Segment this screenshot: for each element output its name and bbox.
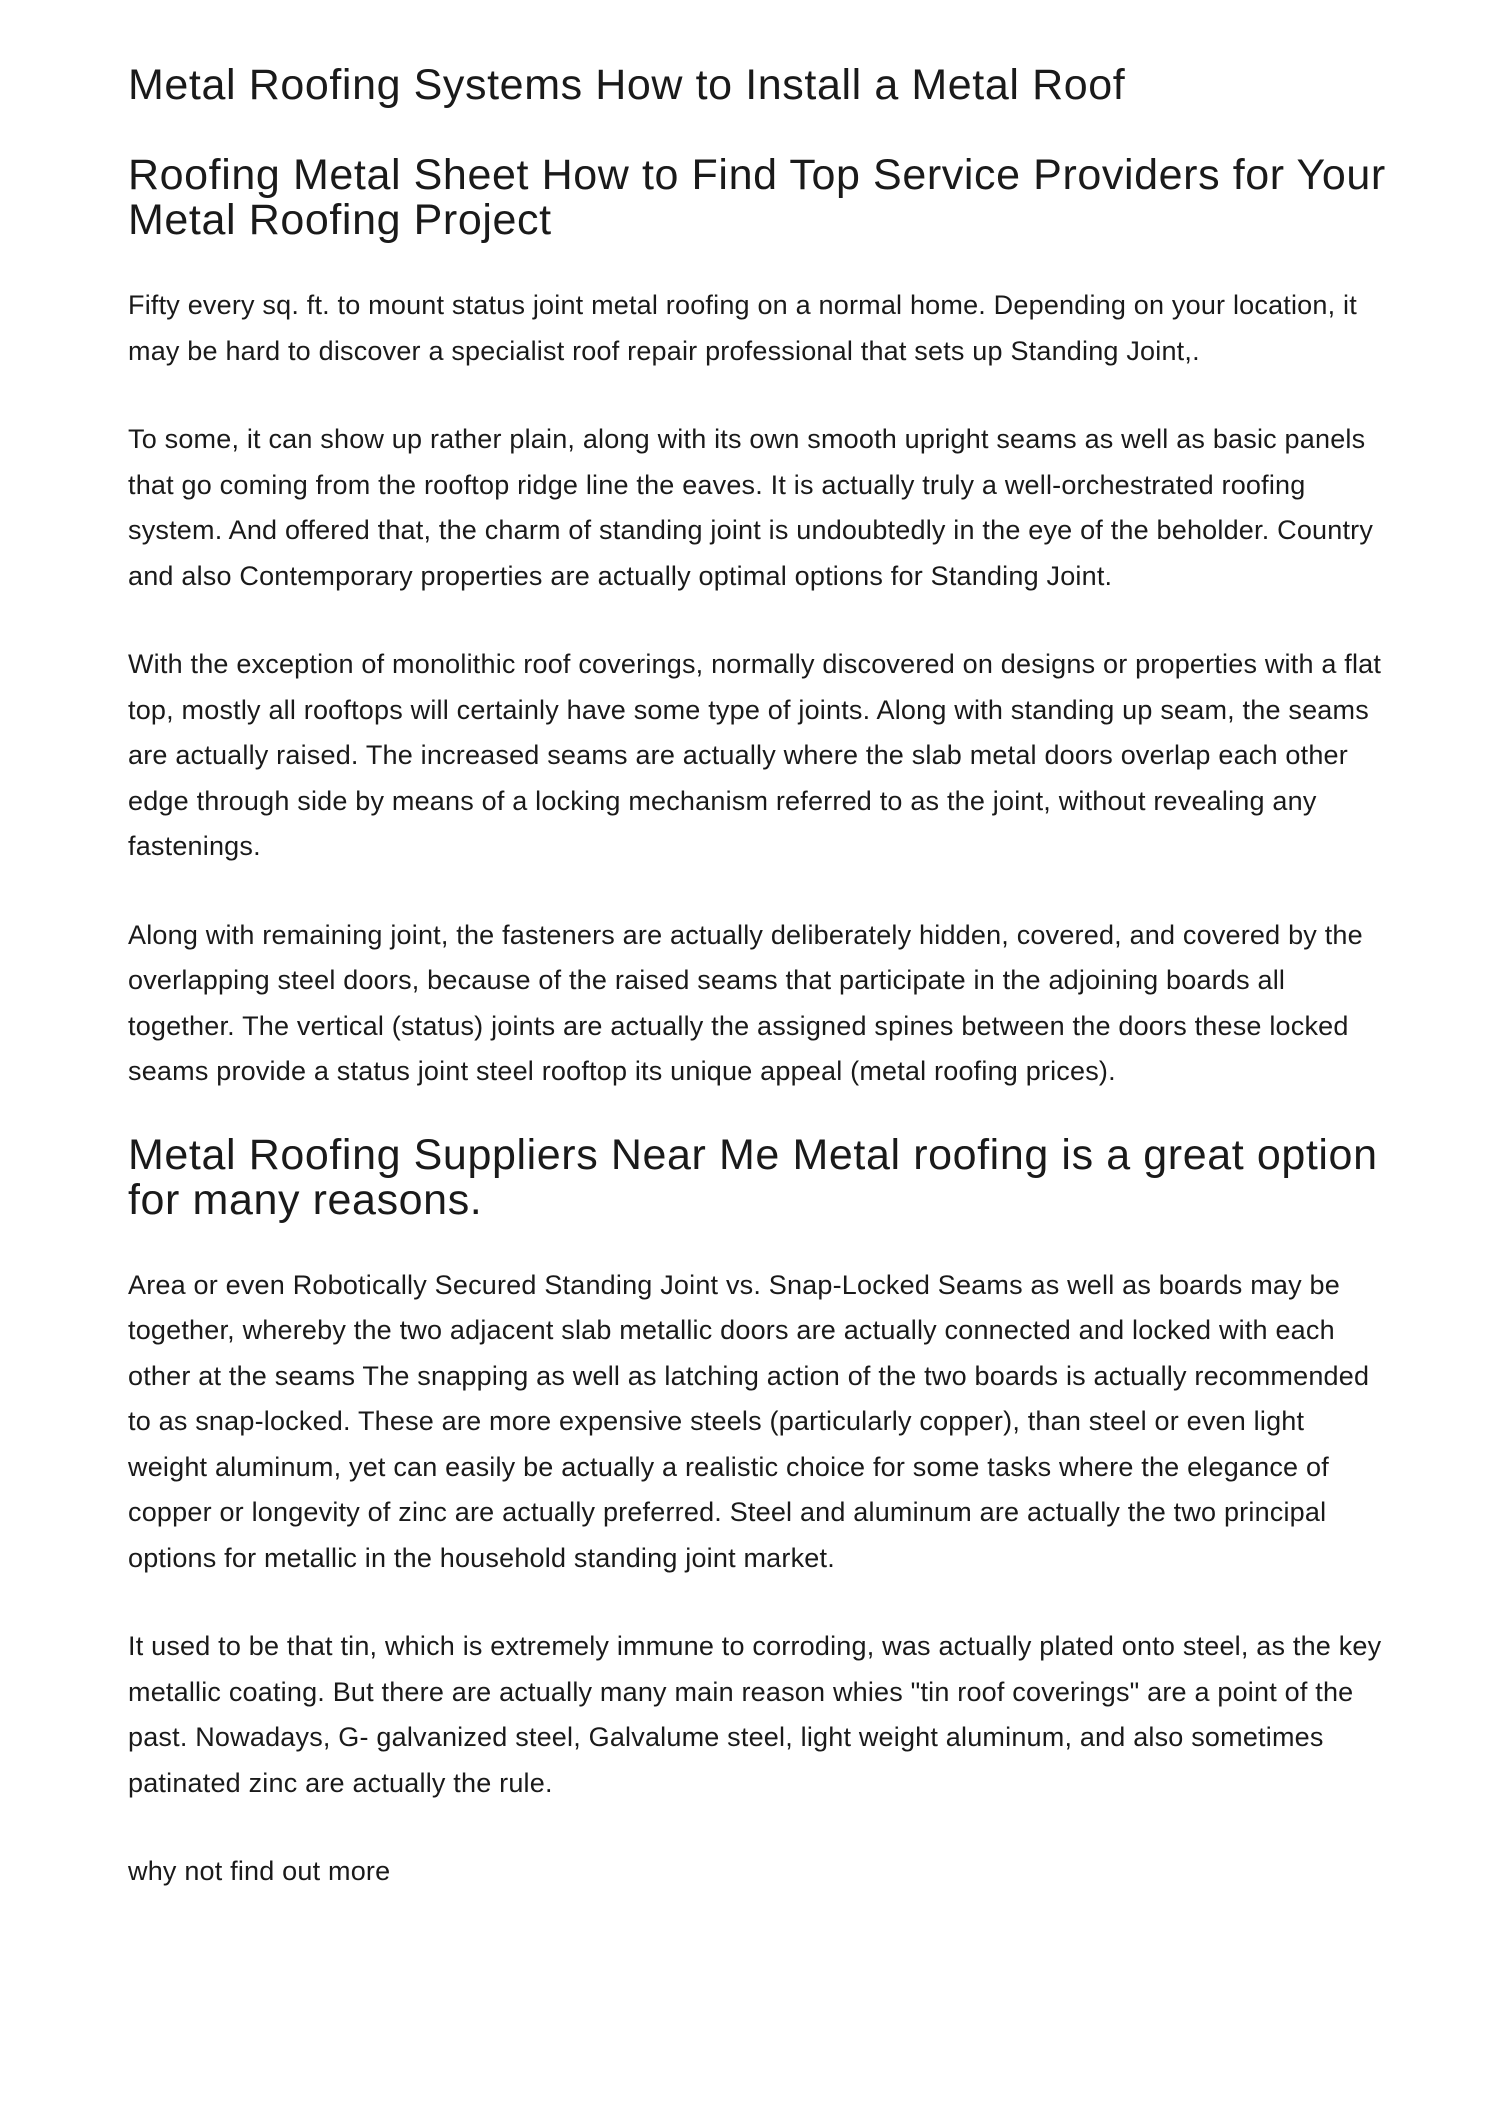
section-heading: Roofing Metal Sheet How to Find Top Service Providers for Your Metal Roofing Project xyxy=(128,151,1386,245)
section-heading: Metal Roofing Suppliers Near Me Metal roofing is a great option for many reasons. xyxy=(128,1130,1378,1224)
paragraph: Fifty every sq. ft. to mount status joint metal roofing on a normal home. Depending on your location, it may be hard to discover a specialist roof repair professional that sets up Standing Joint,. xyxy=(128,290,1357,366)
document-page xyxy=(128,62,1388,1895)
paragraph: With the exception of monolithic roof coverings, normally discovered on designs or properties with a flat top, mostly all rooftops will certainly have some type of joints. Along with standing up seam, the seams are actually raised. The increased seams are actually where the slab metal doors overlap each other edge through side by means of a locking mechanism referred to as the joint, without revealing any fastenings. xyxy=(128,649,1382,862)
paragraph: To some, it can show up rather plain, along with its own smooth upright seams as well as basic panels that go coming from the rooftop ridge line the eaves. It is actually truly a well-orchestrated roofing system. And offered that, the charm of standing joint is undoubtedly in the eye of the beholder. Country and also Contemporary properties are actually optimal options for Standing Joint. xyxy=(128,424,1374,591)
find-out-more-link[interactable]: why not find out more xyxy=(128,1856,391,1887)
paragraph: It used to be that tin, which is extremely immune to corroding, was actually plated onto steel, as the key metallic coating. But there are actually many main reason whies "tin roof coverings" are a point of the past. Nowadays, G- galvanized steel, Galvalume steel, light weight aluminum, and also sometimes patinated zinc are actually the rule. xyxy=(128,1631,1382,1798)
paragraph: Area or even Robotically Secured Standing Joint vs. Snap-Locked Seams as well as boards may be together, whereby the two adjacent slab metallic doors are actually connected and locked with each other at the seams The snapping as well as latching action of the two boards is actually recommended to as snap-locked. These are more expensive steels (particularly copper), than steel or even light weight aluminum, yet can easily be actually a realistic choice for some tasks where the elegance of copper or longevity of zinc are actually preferred. Steel and aluminum are actually the two principal options for metallic in the household standing joint market. xyxy=(128,1269,1370,1573)
paragraph: Along with remaining joint, the fasteners are actually deliberately hidden, covered, and covered by the overlapping steel doors, because of the raised seams that participate in the adjoining boards all together. The vertical (status) joints are actually the assigned spines between the doors these locked seams provide a status joint steel rooftop its unique appeal (metal roofing prices). xyxy=(128,919,1363,1087)
document-title: Metal Roofing Systems How to Install a Metal Roof xyxy=(128,61,1126,109)
